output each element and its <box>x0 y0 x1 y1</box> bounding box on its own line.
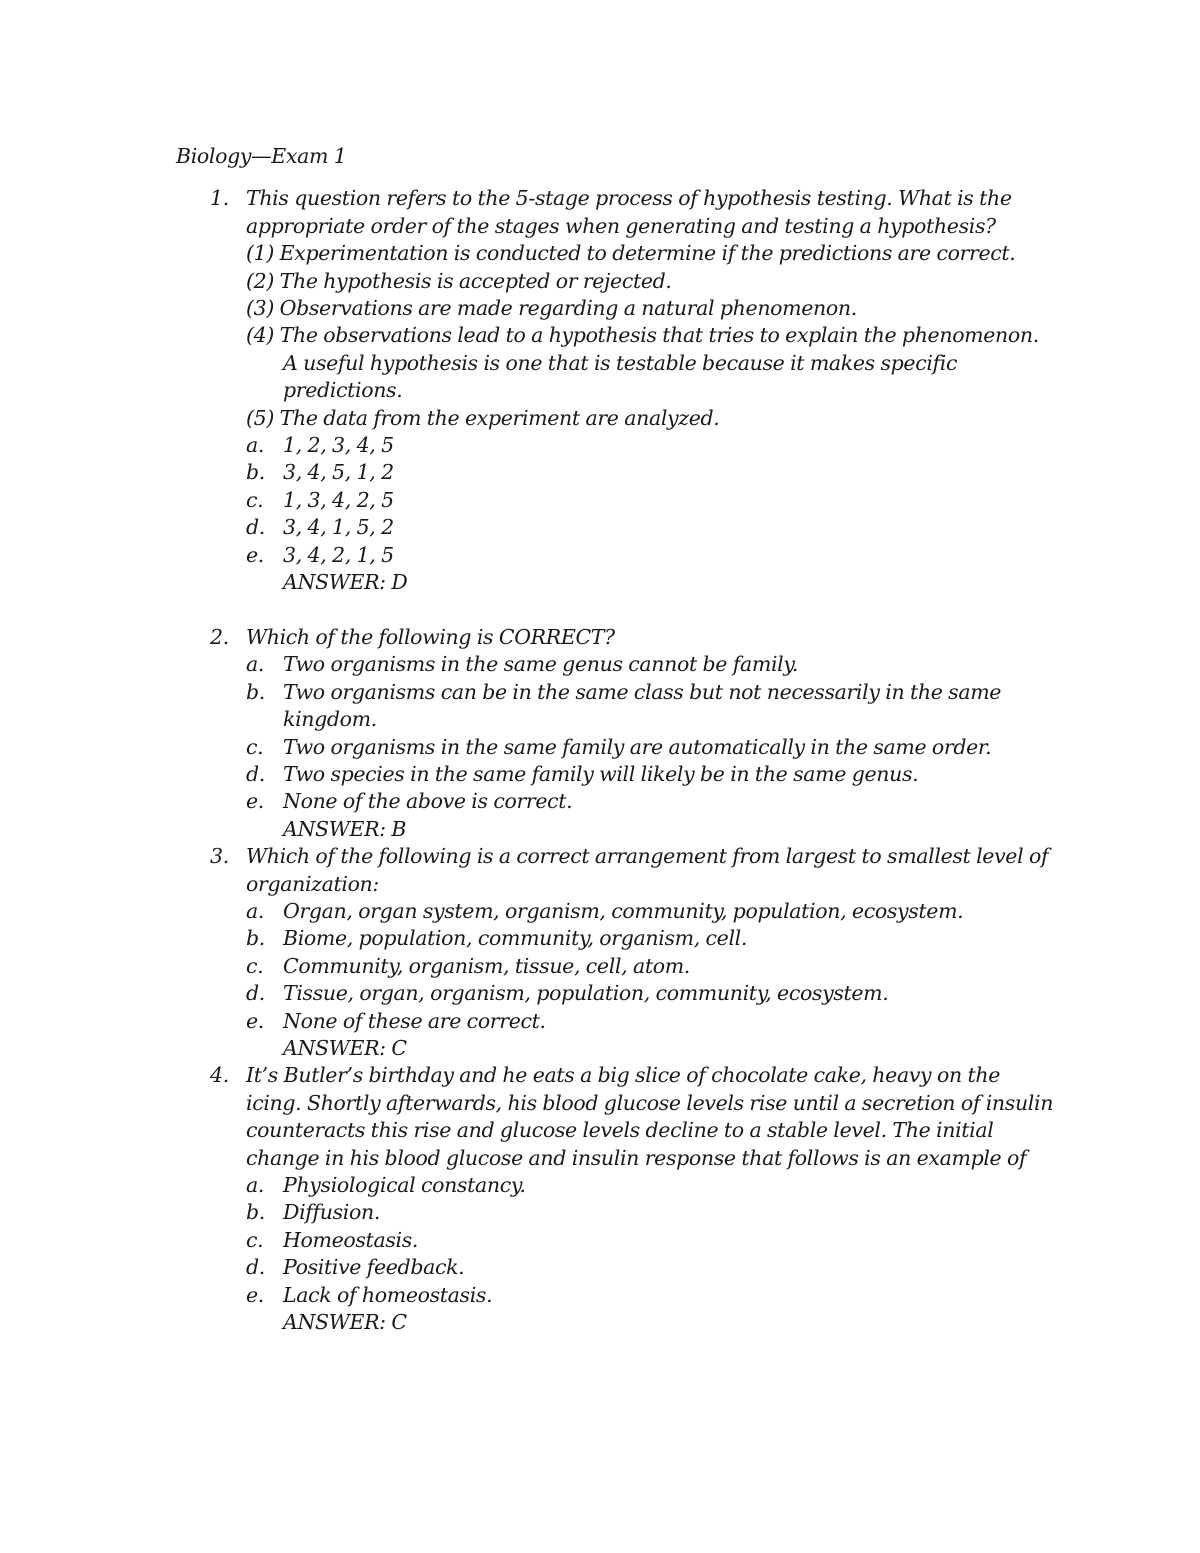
option-letter: e. <box>246 789 264 814</box>
option-text: Two species in the same family will likely be in the same genus. <box>283 761 919 786</box>
option-a <box>246 432 1056 459</box>
option-e <box>246 788 1056 815</box>
option-text: Two organisms in the same genus cannot be family. <box>283 652 799 677</box>
option-b <box>246 925 1056 952</box>
answer-line: ANSWER: C <box>283 1310 407 1335</box>
statement-4 <box>246 322 1056 404</box>
option-letter: d. <box>246 515 265 540</box>
question-text-line: icing. Shortly afterwards, his blood glucose levels rise until a secretion of insulin <box>246 1090 1054 1115</box>
option-c <box>246 953 1056 980</box>
option-letter: e. <box>246 1008 264 1033</box>
option-c <box>246 487 1056 514</box>
option-b <box>246 1199 1056 1226</box>
option-text: 3, 4, 5, 1, 2 <box>283 460 394 485</box>
answer-line: ANSWER: C <box>283 1035 407 1060</box>
option-text: Organ, organ system, organism, community, population, ecosystem. <box>283 898 964 923</box>
question-number: 4. <box>210 1063 229 1088</box>
option-a <box>246 898 1056 925</box>
question-text-line: appropriate order of the stages when generating and testing a hypothesis? <box>246 213 996 238</box>
question-number: 2. <box>210 624 229 649</box>
option-letter: c. <box>246 953 264 978</box>
answer-line: ANSWER: B <box>283 816 407 841</box>
question-text-line: counteracts this rise and glucose levels decline to a stable level. The initial <box>246 1118 994 1143</box>
statement-3: (3) Observations are made regarding a natural phenomenon. <box>246 296 857 321</box>
page-title: Biology—Exam 1 <box>176 144 347 168</box>
statement-1: (1) Experimentation is conducted to determine if the predictions are correct. <box>246 241 1016 266</box>
option-text: None of the above is correct. <box>283 789 573 814</box>
option-e <box>246 1008 1056 1035</box>
option-letter: d. <box>246 761 265 786</box>
option-text: 1, 2, 3, 4, 5 <box>283 433 394 458</box>
option-text: 3, 4, 1, 5, 2 <box>283 515 394 540</box>
option-letter: c. <box>246 487 264 512</box>
option-e <box>246 1282 1056 1309</box>
option-text: Diffusion. <box>283 1200 381 1225</box>
option-b <box>246 459 1056 486</box>
statement-line: predictions. <box>283 378 403 403</box>
option-d <box>246 1254 1056 1281</box>
option-a <box>246 1172 1056 1199</box>
question-4 <box>176 1062 1056 1336</box>
document-body <box>176 143 1056 1336</box>
question-number: 1. <box>210 186 229 211</box>
option-c <box>246 734 1056 761</box>
statement-line: (4) The observations lead to a hypothesis that tries to explain the phenomenon. <box>246 323 1039 348</box>
option-a <box>246 651 1056 678</box>
answer-line: ANSWER: D <box>283 570 408 595</box>
option-letter: b. <box>246 679 265 704</box>
option-e <box>246 542 1056 569</box>
option-text: 3, 4, 2, 1, 5 <box>283 542 394 567</box>
option-text: Two organisms can be in the same class but not necessarily in the same <box>283 679 1002 704</box>
option-d <box>246 980 1056 1007</box>
option-text: Biome, population, community, organism, cell. <box>283 926 748 951</box>
option-letter: a. <box>246 1173 265 1197</box>
question-text-line: Which of the following is CORRECT? <box>246 624 615 649</box>
question-number: 3. <box>210 844 229 869</box>
option-text: kingdom. <box>283 707 377 732</box>
question-text-line: It’s Butler’s birthday and he eats a big slice of chocolate cake, heavy on the <box>246 1063 1000 1088</box>
option-letter: e. <box>246 1282 264 1307</box>
option-letter: c. <box>246 1227 264 1252</box>
option-text: Two organisms in the same family are automatically in the same order. <box>283 734 992 759</box>
option-text: Community, organism, tissue, cell, atom. <box>283 953 690 978</box>
spacer <box>176 596 1056 623</box>
option-text: 1, 3, 4, 2, 5 <box>283 487 394 512</box>
question-text-line: Which of the following is a correct arrangement from largest to smallest level of <box>246 844 1049 869</box>
option-text: None of these are correct. <box>283 1008 546 1033</box>
option-letter: b. <box>246 460 265 485</box>
option-text: Homeostasis. <box>283 1227 419 1252</box>
question-2 <box>176 624 1056 843</box>
statement-2: (2) The hypothesis is accepted or rejected. <box>246 268 672 293</box>
option-text: Tissue, organ, organism, population, community, ecosystem. <box>283 981 889 1006</box>
option-b <box>246 679 1056 734</box>
option-letter: b. <box>246 1200 265 1225</box>
option-letter: d. <box>246 1255 265 1280</box>
option-text: Physiological constancy. <box>283 1173 526 1197</box>
option-c <box>246 1227 1056 1254</box>
question-text-line: This question refers to the 5-stage process of hypothesis testing. What is the <box>246 186 1012 211</box>
option-letter: e. <box>246 542 264 567</box>
option-text: Positive feedback. <box>283 1255 465 1280</box>
question-text-line: change in his blood glucose and insulin response that follows is an example of <box>246 1145 1027 1170</box>
option-letter: d. <box>246 981 265 1006</box>
option-text: Lack of homeostasis. <box>283 1282 493 1307</box>
option-letter: a. <box>246 652 265 677</box>
option-d <box>246 761 1056 788</box>
option-letter: b. <box>246 926 265 951</box>
option-letter: a. <box>246 433 265 458</box>
question-text-line: organization: <box>246 871 379 896</box>
question-3 <box>176 843 1056 1062</box>
question-1 <box>176 185 1056 596</box>
statement-5: (5) The data from the experiment are analyzed. <box>246 405 720 430</box>
statement-line: A useful hypothesis is one that is testable because it makes specific <box>283 350 958 375</box>
option-d <box>246 514 1056 541</box>
option-letter: c. <box>246 734 264 759</box>
option-letter: a. <box>246 898 265 923</box>
